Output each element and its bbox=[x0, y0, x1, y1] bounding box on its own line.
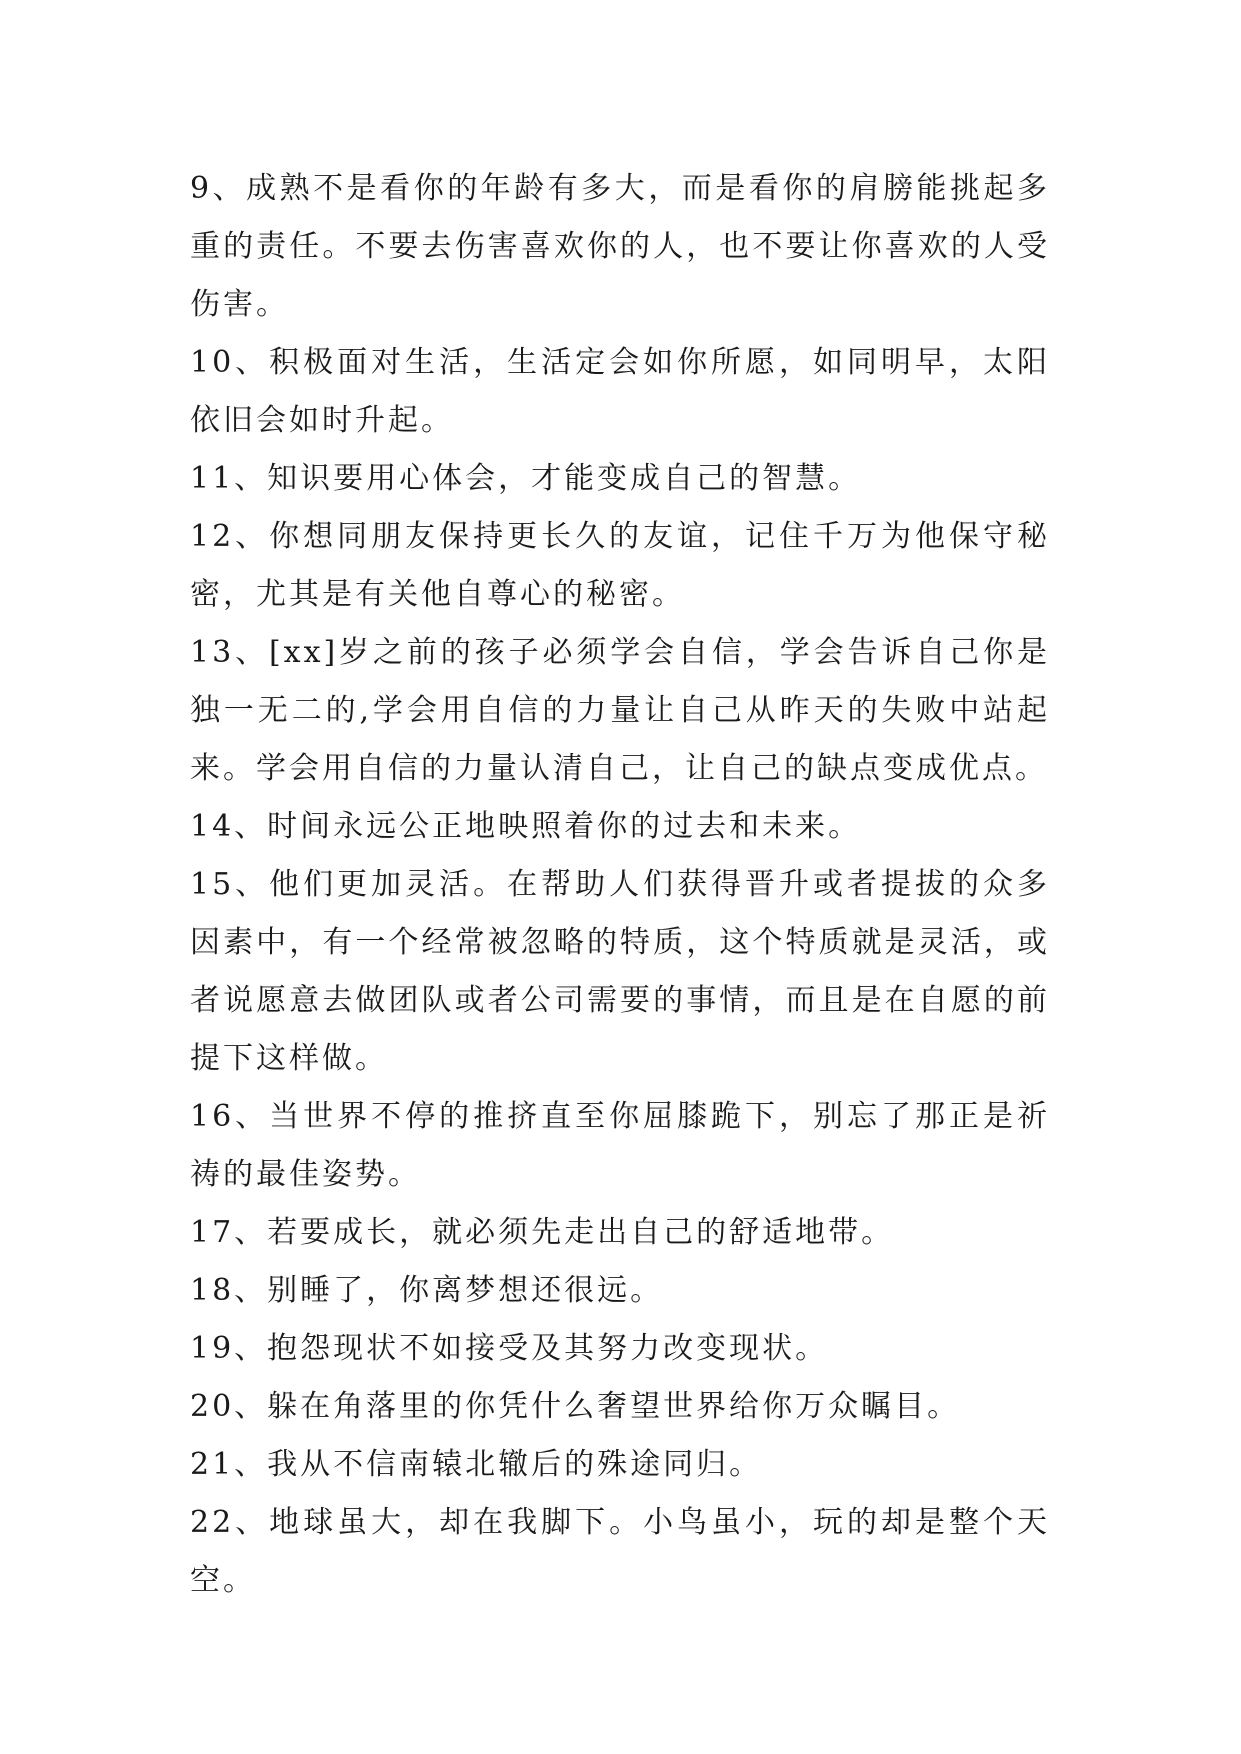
document-body bbox=[190, 160, 1050, 1610]
paragraph-13: 13、[xx]岁之前的孩子必须学会自信，学会告诉自己你是独一无二的,学会用自信的力量让自己从昨天的失败中站起来。学会用自信的力量认清自己，让自己的缺点变成优点。 bbox=[190, 635, 1050, 786]
paragraph-17: 17、若要成长，就必须先走出自己的舒适地带。 bbox=[190, 1215, 895, 1250]
paragraph-14: 14、时间永远公正地映照着你的过去和未来。 bbox=[190, 809, 862, 844]
paragraph-9: 9、成熟不是看你的年龄有多大，而是看你的肩膀能挑起多重的责任。不要去伤害喜欢你的人，也不要让你喜欢的人受伤害。 bbox=[190, 171, 1050, 322]
paragraph-18: 18、别睡了，你离梦想还很远。 bbox=[190, 1273, 664, 1308]
paragraph-11: 11、知识要用心体会，才能变成自己的智慧。 bbox=[190, 461, 862, 496]
paragraph-12: 12、你想同朋友保持更长久的友谊，记住千万为他保守秘密，尤其是有关他自尊心的秘密。 bbox=[190, 519, 1050, 612]
paragraph-22: 22、地球虽大，却在我脚下。小鸟虽小，玩的却是整个天空。 bbox=[190, 1505, 1050, 1598]
paragraph-21: 21、我从不信南辕北辙后的殊途同归。 bbox=[190, 1447, 763, 1482]
paragraph-16: 16、当世界不停的推挤直至你屈膝跪下，别忘了那正是祈祷的最佳姿势。 bbox=[190, 1099, 1050, 1192]
paragraph-10: 10、积极面对生活，生活定会如你所愿，如同明早，太阳依旧会如时升起。 bbox=[190, 345, 1050, 438]
paragraph-19: 19、抱怨现状不如接受及其努力改变现状。 bbox=[190, 1331, 829, 1366]
paragraph-15: 15、他们更加灵活。在帮助人们获得晋升或者提拔的众多因素中，有一个经常被忽略的特质，这个特质就是灵活，或者说愿意去做团队或者公司需要的事情，而且是在自愿的前提下这样做。 bbox=[190, 867, 1050, 1076]
paragraph-20: 20、躲在角落里的你凭什么奢望世界给你万众瞩目。 bbox=[190, 1389, 961, 1424]
